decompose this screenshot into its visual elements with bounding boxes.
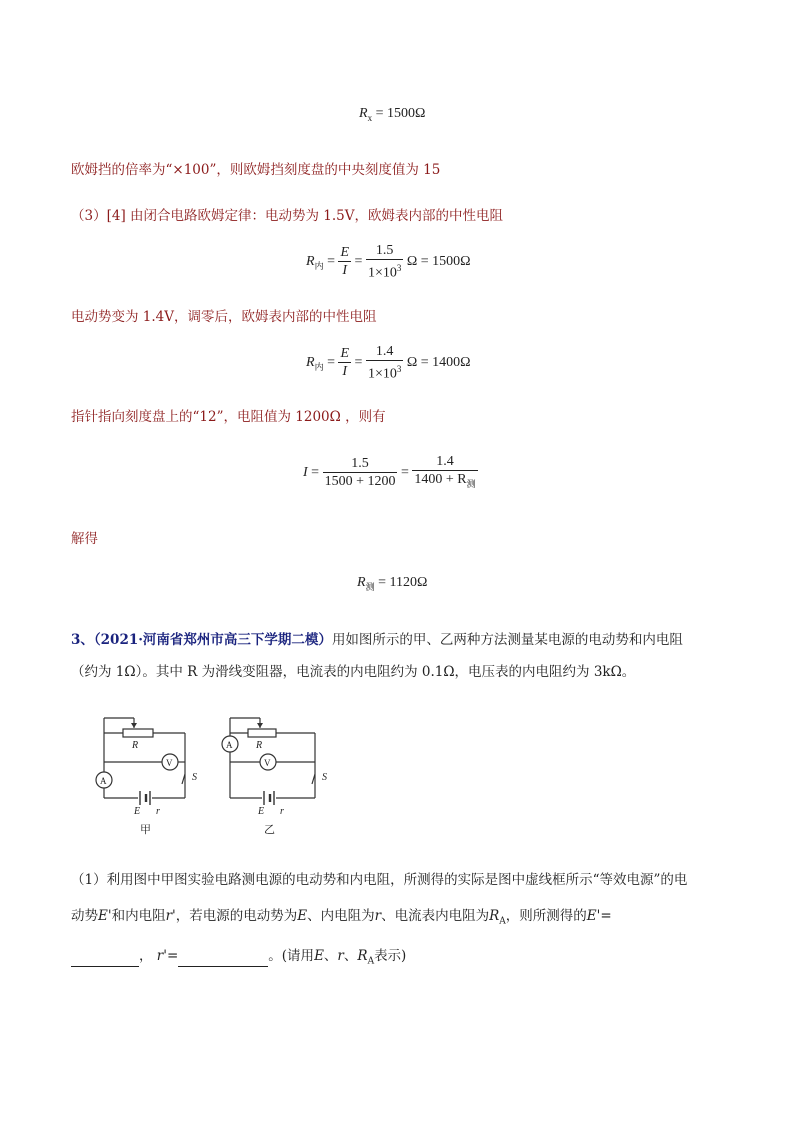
subquestion-1-line-3: ， r'= 。(请用E、r、$R_A$表示) xyxy=(71,944,406,967)
equation-r-internal-1: $R_内$ = $\frac{E}{I}$ = $\frac{1.5}{1\times 10^3}$ Ω = 1500Ω xyxy=(306,243,471,281)
label-jia: 甲 xyxy=(140,824,151,836)
question-3-line-1: 3、（2021·河南省郑州市高三下学期二模）用如图所示的甲、乙两种方法测量某电源的电动势和内电阻 xyxy=(71,632,683,648)
text-line-pointer: 指针指向刻度盘上的“12”，电阻值为 1200Ω ，则有 xyxy=(71,409,386,425)
subquestion-1-line-2: 动势E'和内电阻r'，若电源的电动势为E、内电阻为r、电流表内电阻为$R_A$，则所测得的E'= xyxy=(71,908,612,927)
slider-arrow-yi xyxy=(257,723,263,728)
label-v-yi: V xyxy=(264,758,271,768)
rheostat-r-jia xyxy=(123,729,153,737)
text-line-part3: （3）[4] 由闭合电路欧姆定律：电动势为 1.5V，欧姆表内部的中性电阻 xyxy=(71,208,504,224)
label-s-yi: S xyxy=(322,772,327,783)
text-line-emf-change: 电动势变为 1.4V，调零后，欧姆表内部的中性电阻 xyxy=(71,309,377,325)
equation-r-measured: $R_测 = 1120\Omega$ xyxy=(357,575,428,592)
label-a-jia: A xyxy=(100,776,107,786)
equation-r-internal-2: $R_内$ = $\frac{E}{I}$ = $\frac{1.4}{1\times 10^3}$ Ω = 1400Ω xyxy=(306,344,471,382)
label-v-jia: V xyxy=(166,758,173,768)
equation-rx: $R_x = 1500\Omega$ xyxy=(359,106,426,123)
label-yi: 乙 xyxy=(264,824,275,836)
label-e-jia: E xyxy=(134,806,141,817)
subquestion-1-line-1: （1）利用图中甲图实验电路测电源的电动势和内电阻，所测得的实际是图中虚线框所示“等效电源”的电 xyxy=(71,872,688,888)
slider-arrow-jia xyxy=(131,723,137,728)
label-s-jia: S xyxy=(192,772,197,783)
equation-current: I = $\frac{1.5}{1500 + 1200}$ = $\frac{1.4}{1400 + R_测}$ xyxy=(303,454,476,490)
label-r-small-jia: r xyxy=(156,806,160,817)
question-source: （2021·河南省郑州市高三下学期二模） xyxy=(93,632,332,648)
circuit-diagrams xyxy=(90,710,350,840)
question-3-line-2: （约为 1Ω）。其中 R 为滑线变阻器，电流表的内电阻约为 0.1Ω，电压表的内电阻约为 3kΩ。 xyxy=(71,664,636,680)
label-r-yi: R xyxy=(256,740,263,751)
answer-blank-r-prime[interactable] xyxy=(178,952,268,967)
label-r-small-yi: r xyxy=(280,806,284,817)
text-line-solve: 解得 xyxy=(71,531,98,547)
label-r-jia: R xyxy=(132,740,139,751)
label-a-yi: A xyxy=(226,740,233,750)
rheostat-r-yi xyxy=(248,729,276,737)
text-line-ohm-multiplier: 欧姆挡的倍率为“×100”，则欧姆挡刻度盘的中央刻度值为 15 xyxy=(71,162,441,178)
label-e-yi: E xyxy=(258,806,265,817)
question-number: 3、 xyxy=(71,632,94,648)
answer-blank-e-prime[interactable] xyxy=(71,952,139,967)
